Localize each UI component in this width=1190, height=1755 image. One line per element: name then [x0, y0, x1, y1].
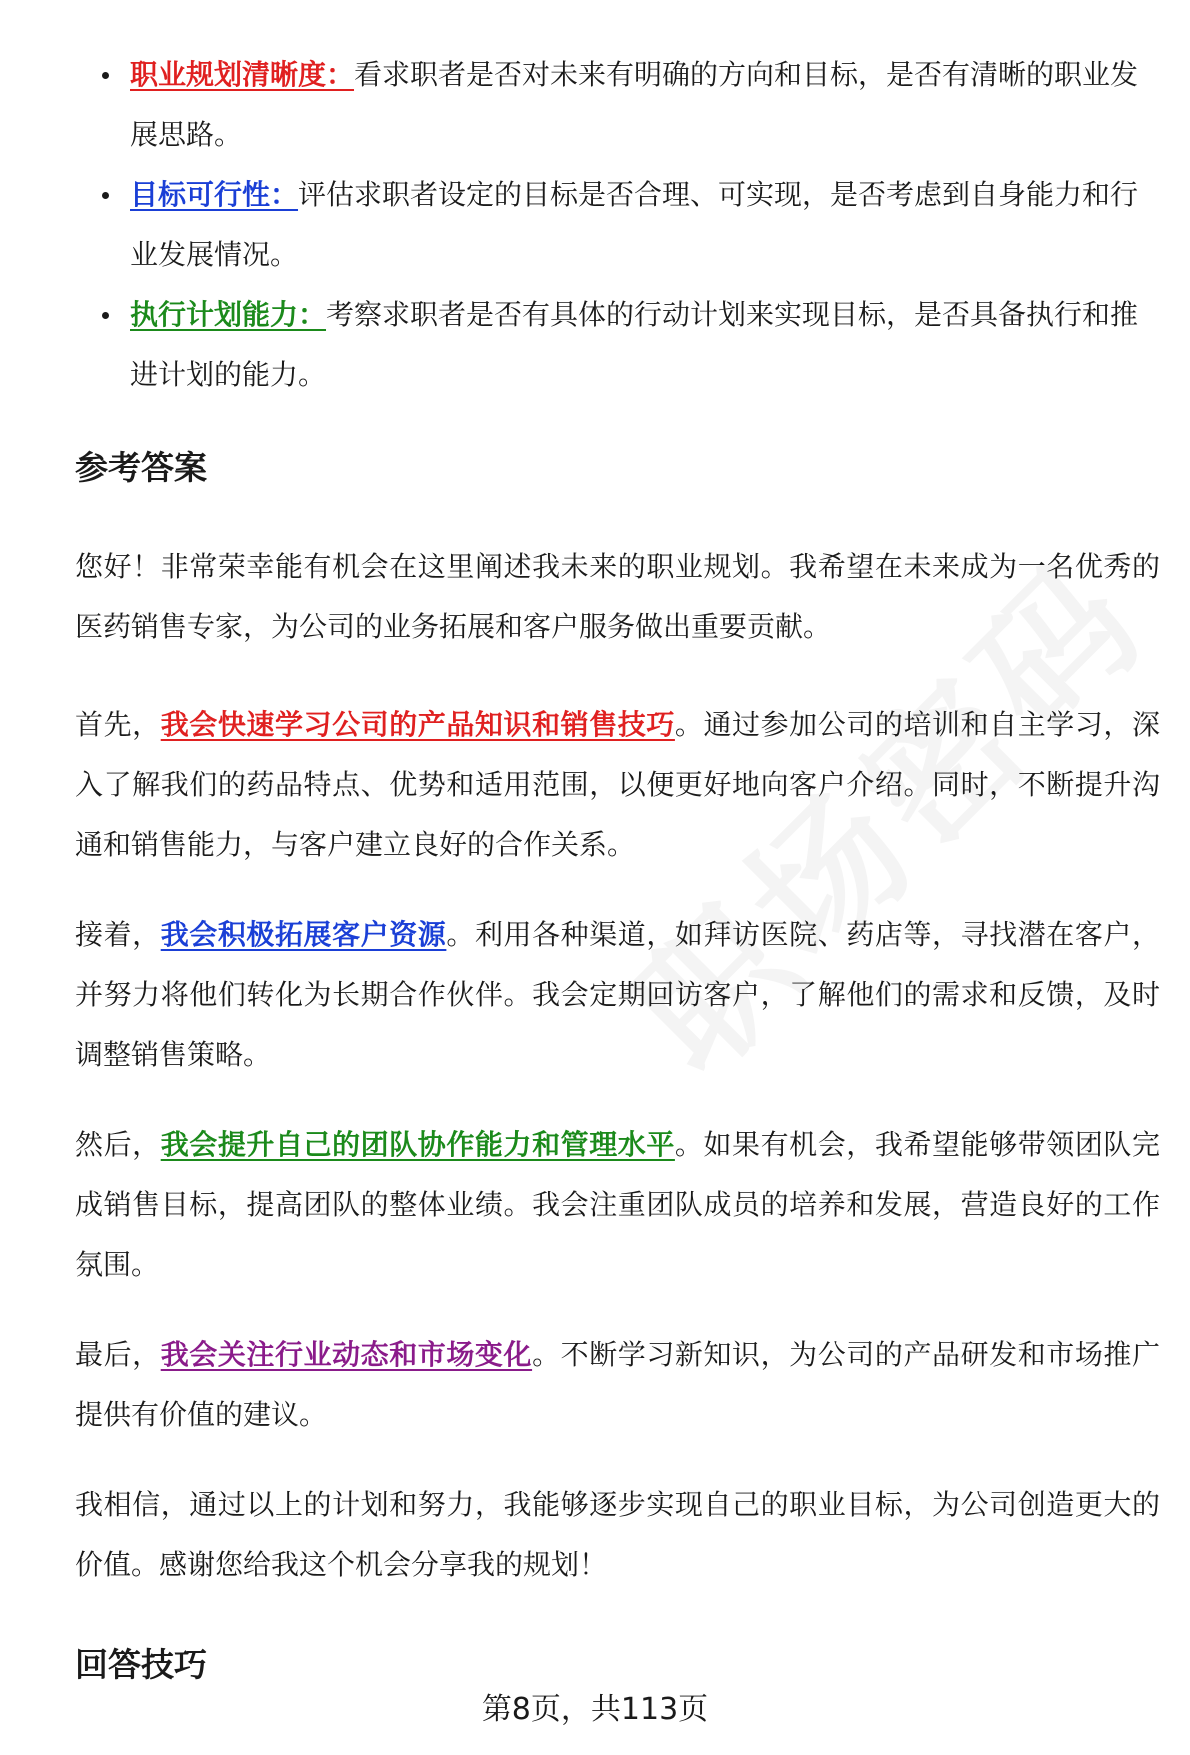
paragraph-lead: 然后，: [75, 1128, 161, 1161]
bullet-dot-icon: [102, 312, 109, 319]
criteria-text: 看求职者是否对未来有明确的方向和目标，是否有清晰的职业发展思路。: [130, 58, 1139, 151]
paragraph-keyword: 我会关注行业动态和市场变化: [160, 1338, 533, 1371]
bullet-dot-icon: [102, 192, 109, 199]
paragraph-lead: 接着，: [75, 918, 161, 951]
criteria-text: 评估求职者设定的目标是否合理、可实现，是否考虑到自身能力和行业发展情况。: [130, 178, 1139, 271]
criteria-item: [75, 165, 1160, 285]
bullet-dot-icon: [102, 72, 109, 79]
answer-paragraph-2: [75, 905, 1160, 1085]
paragraph-keyword: 我会积极拓展客户资源: [160, 918, 447, 951]
paragraph-lead: 首先，: [75, 708, 161, 741]
paragraph-keyword: 我会快速学习公司的产品知识和销售技巧: [160, 708, 675, 741]
answer-paragraph-4: [75, 1325, 1160, 1445]
paragraph-text: 。通过参加公司的培训和自主学习，深入了解我们的药品特点、优势和适用范围，以便更好地向客户介绍。同时，不断提升沟通和销售能力，与客户建立良好的合作关系。: [75, 708, 1160, 861]
criteria-keyword: 职业规划清晰度：: [130, 58, 355, 91]
paragraph-text: 。不断学习新知识，为公司的产品研发和市场推广提供有价值的建议。: [75, 1338, 1160, 1431]
criteria-list: [75, 45, 1160, 405]
paragraph-text: 。如果有机会，我希望能够带领团队完成销售目标，提高团队的整体业绩。我会注重团队成员的培养和发展，营造良好的工作氛围。: [75, 1128, 1160, 1281]
tips-heading: 回答技巧: [75, 1645, 207, 1684]
answer-intro: 您好！非常荣幸能有机会在这里阐述我未来的职业规划。我希望在未来成为一名优秀的医药销售专家，为公司的业务拓展和客户服务做出重要贡献。: [75, 550, 1160, 643]
criteria-keyword: 目标可行性：: [130, 178, 299, 211]
page-number: 第8页，共113页: [481, 1692, 709, 1727]
criteria-text: 考察求职者是否有具体的行动计划来实现目标，是否具备执行和推进计划的能力。: [130, 298, 1139, 391]
answer-paragraph-1: [75, 695, 1160, 875]
criteria-item: [75, 285, 1160, 405]
paragraph-keyword: 我会提升自己的团队协作能力和管理水平: [160, 1128, 675, 1161]
answer-heading: 参考答案: [75, 448, 207, 487]
criteria-keyword: 执行计划能力：: [130, 298, 327, 331]
answer-closing: 我相信，通过以上的计划和努力，我能够逐步实现自己的职业目标，为公司创造更大的价值。感谢您给我这个机会分享我的规划！: [75, 1488, 1160, 1581]
paragraph-lead: 最后，: [75, 1338, 161, 1371]
criteria-item: [75, 45, 1160, 165]
paragraph-text: 。利用各种渠道，如拜访医院、药店等，寻找潜在客户，并努力将他们转化为长期合作伙伴。我会定期回访客户，了解他们的需求和反馈，及时调整销售策略。: [75, 918, 1160, 1071]
answer-paragraph-3: [75, 1115, 1160, 1295]
